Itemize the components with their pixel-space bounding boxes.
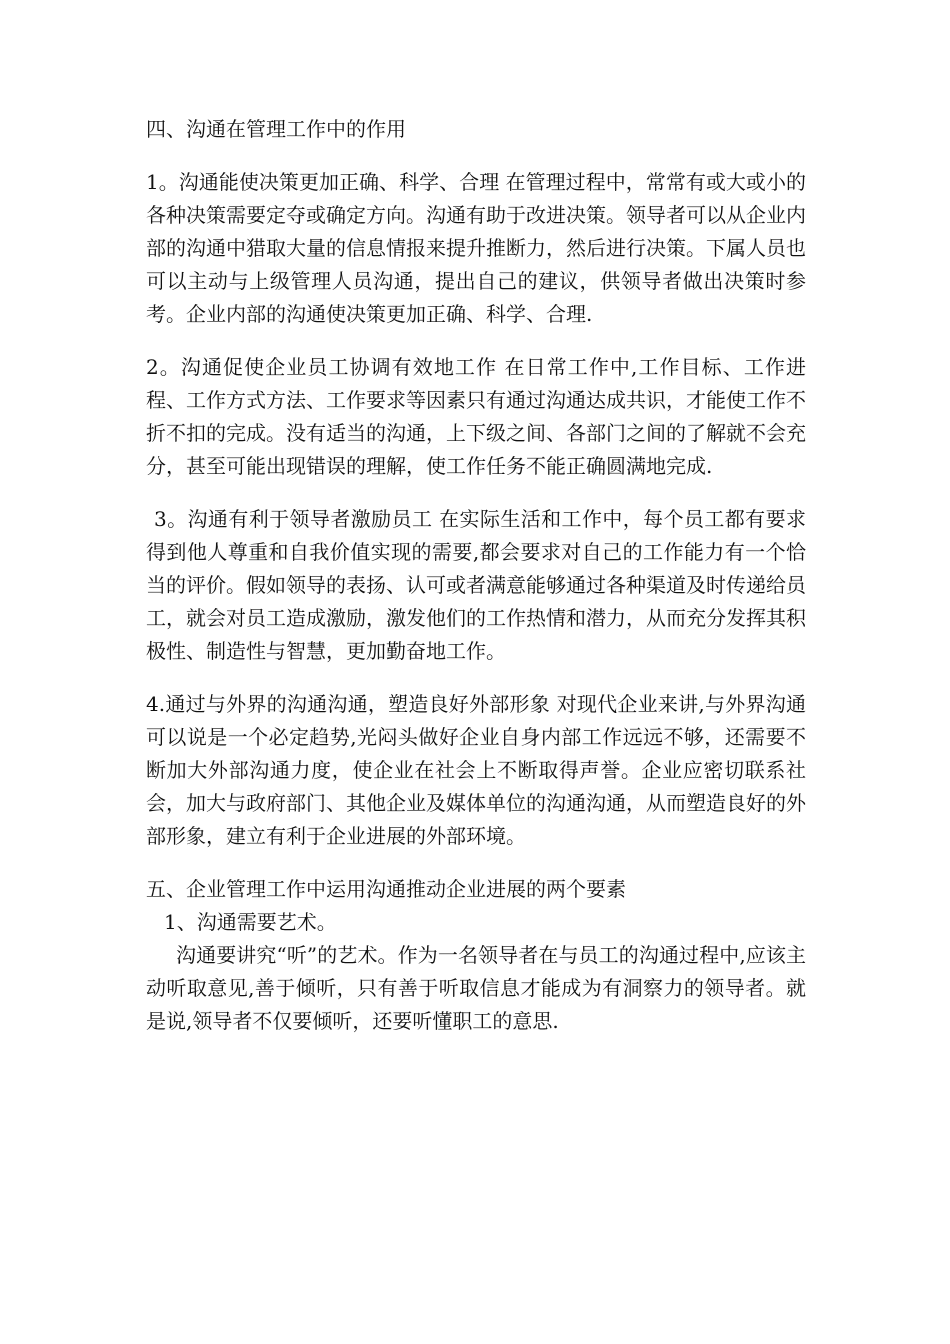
paragraph-4: 4.通过与外界的沟通沟通，塑造良好外部形象 对现代企业来讲,与外界沟通可以说是一个必定趋势,光闷头做好企业自身内部工作远远不够，还需要不断加大外部沟通力度，使企业在社会上不断取得声誉。企业应密切联系社会，加大与政府部门、其他企业及媒体单位的沟通沟通，从而塑造良好的外部形象，建立有利于企业进展的外部环境。 [146, 692, 806, 848]
section-5-heading: 五、企业管理工作中运用沟通推动企业进展的两个要素 [146, 877, 626, 901]
paragraph-3: 3。沟通有利于领导者激励员工 在实际生活和工作中，每个员工都有要求得到他人尊重和自我价值实现的需要,都会要求对自己的工作能力有一个恰当的评价。假如领导的表扬、认可或者满意能够通过各种渠道及时传递给员工，就会对员工造成激励，激发他们的工作热情和潜力，从而充分发挥其积极性、制造性与智慧，更加勤奋地工作。 [146, 507, 806, 663]
paragraph-1: 1。沟通能使决策更加正确、科学、合理 在管理过程中，常常有或大或小的各种决策需要定夺或确定方向。沟通有助于改进决策。领导者可以从企业内部的沟通中猎取大量的信息情报来提升推断力，然后进行决策。下属人员也可以主动与上级管理人员沟通，提出自己的建议，供领导者做出决策时参考。企业内部的沟通使决策更加正确、科学、合理. [146, 170, 806, 326]
section-4-heading: 四、沟通在管理工作中的作用 [146, 117, 406, 141]
document-page [146, 113, 806, 1038]
paragraph-2: 2。沟通促使企业员工协调有效地工作 在日常工作中,工作目标、工作进程、工作方式方法、工作要求等因素只有通过沟通达成共识，才能使工作不折不扣的完成。没有适当的沟通，上下级之间、各部门之间的了解就不会充分，甚至可能出现错误的理解，使工作任务不能正确圆满地完成. [146, 355, 806, 478]
paragraph-5: 沟通要讲究“听”的艺术。作为一名领导者在与员工的沟通过程中,应该主动听取意见,善于倾听，只有善于听取信息才能成为有洞察力的领导者。就是说,领导者不仅要倾听，还要听懂职工的意思. [146, 943, 806, 1033]
subheading-1: 1、沟通需要艺术。 [164, 910, 337, 934]
